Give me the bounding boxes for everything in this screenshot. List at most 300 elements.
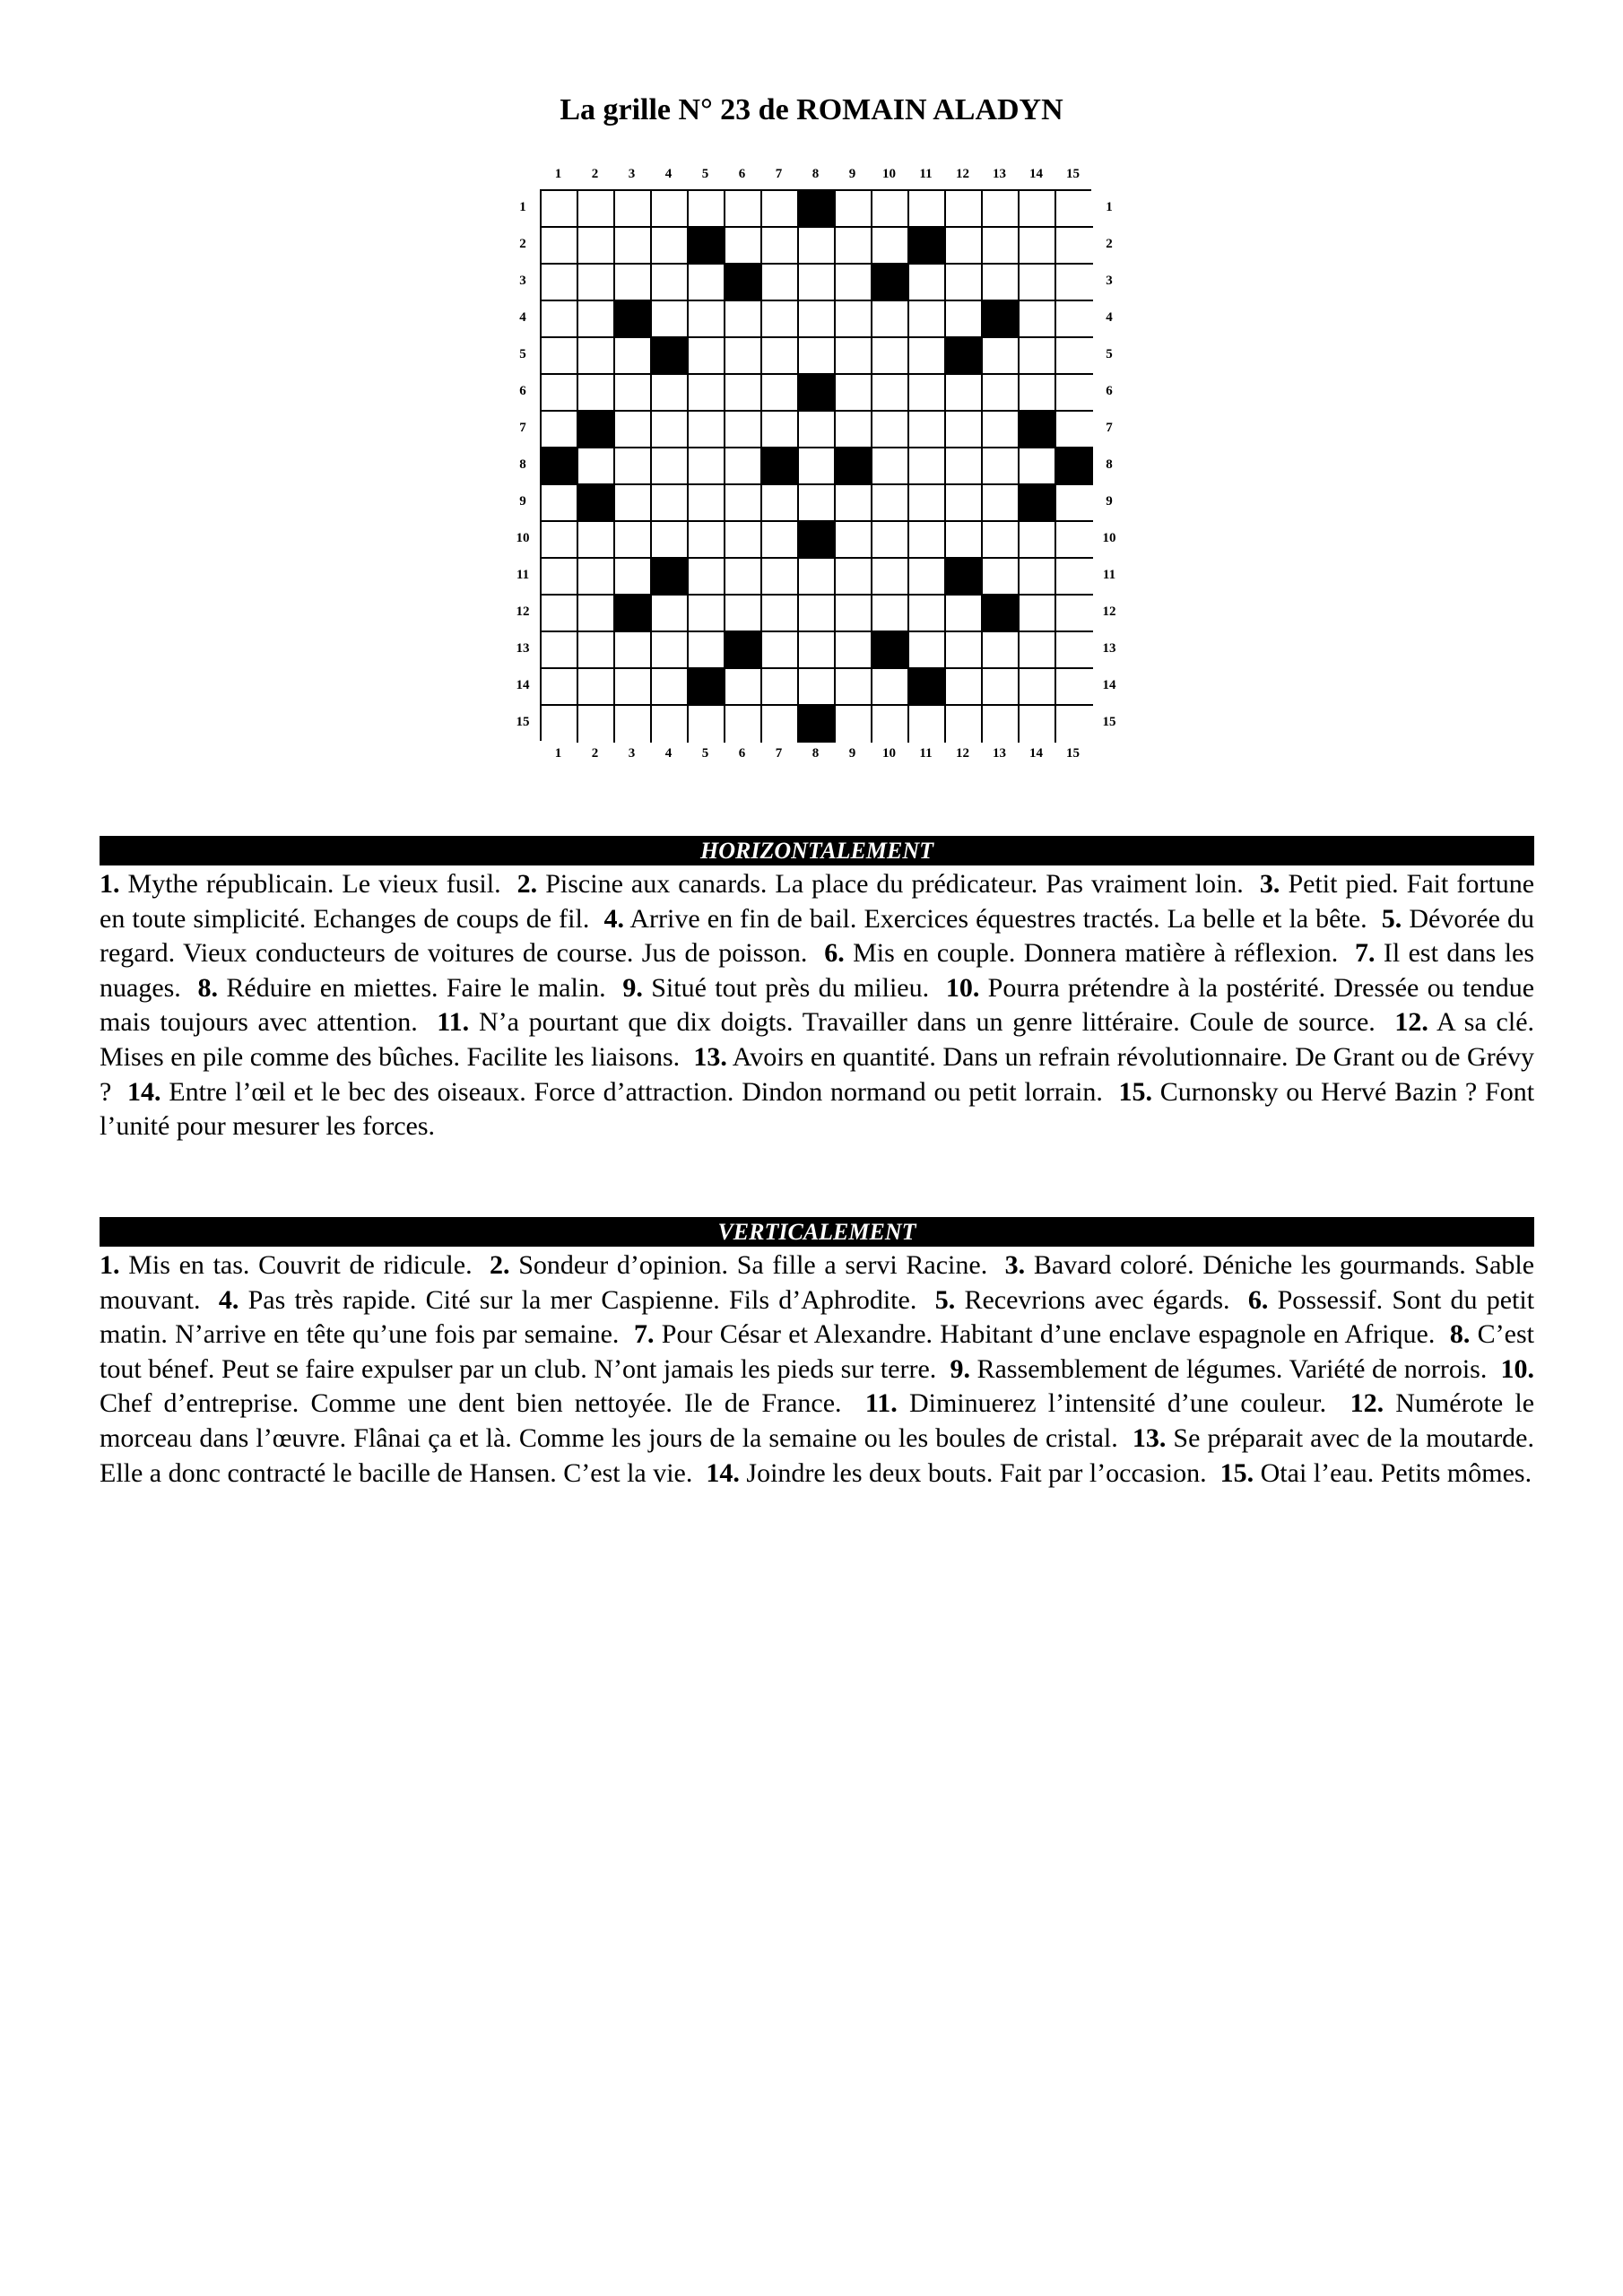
grid-cell[interactable] (725, 375, 762, 412)
grid-cell[interactable] (799, 338, 836, 375)
black-cell (983, 301, 1020, 338)
grid-cell[interactable] (983, 522, 1020, 559)
grid-cell[interactable] (983, 228, 1020, 265)
row-number: 10 (516, 531, 530, 545)
grid-cell[interactable] (725, 669, 762, 706)
clue-number: 3. (1004, 1250, 1026, 1280)
clue-text: Arrive en fin de bail. Exercices équestres tractés. La belle et la bête. (629, 903, 1367, 934)
grid-cell[interactable] (578, 191, 615, 228)
grid-cell[interactable] (762, 559, 799, 596)
clue (603, 904, 1367, 934)
grid-cell[interactable] (836, 669, 872, 706)
black-cell (836, 448, 872, 485)
row-number: 11 (1102, 568, 1116, 582)
black-cell (946, 559, 983, 596)
row-number: 12 (516, 604, 530, 619)
grid-cell[interactable] (689, 265, 725, 301)
grid-cell[interactable] (872, 559, 909, 596)
row-number: 14 (516, 678, 530, 692)
grid-cell[interactable] (836, 338, 872, 375)
grid-cell[interactable] (836, 412, 872, 448)
grid-cell[interactable] (872, 522, 909, 559)
grid-cell[interactable] (615, 522, 652, 559)
black-cell (1020, 412, 1056, 448)
grid-cell[interactable] (946, 596, 983, 632)
grid-cell[interactable] (1056, 191, 1093, 228)
black-cell (983, 596, 1020, 632)
grid-cell[interactable] (689, 485, 725, 522)
clue-text: Bavard coloré. Déniche les gourmands. Sable mouvant. (100, 1250, 1535, 1315)
grid-cell[interactable] (652, 375, 689, 412)
clue-text: Il est dans les nuages. (100, 938, 1535, 1003)
grid-cell[interactable] (799, 669, 836, 706)
grid-cell[interactable] (689, 522, 725, 559)
clue-number: 10. (945, 972, 980, 1003)
grid-cell[interactable] (689, 706, 725, 743)
column-number: 5 (701, 167, 709, 181)
grid-cell[interactable] (689, 448, 725, 485)
black-cell (615, 301, 652, 338)
grid-cell[interactable] (615, 338, 652, 375)
grid-cell[interactable] (946, 448, 983, 485)
grid-cell[interactable] (578, 522, 615, 559)
grid-cell[interactable] (578, 559, 615, 596)
row-number: 13 (516, 641, 530, 656)
grid-cell[interactable] (983, 412, 1020, 448)
grid-cell[interactable] (725, 485, 762, 522)
grid-cell[interactable] (1020, 632, 1056, 669)
column-number: 8 (812, 167, 820, 181)
clue-text: Rassemblement de légumes. Variété de norrois. (976, 1353, 1488, 1384)
grid-cell[interactable] (799, 632, 836, 669)
grid-cell[interactable] (872, 706, 909, 743)
grid-cell[interactable] (836, 228, 872, 265)
black-cell (542, 448, 578, 485)
grid-cell[interactable] (725, 301, 762, 338)
black-cell (1056, 448, 1093, 485)
grid-cell[interactable] (689, 596, 725, 632)
grid-cell[interactable] (762, 375, 799, 412)
grid-cell[interactable] (725, 412, 762, 448)
grid-cell[interactable] (909, 265, 946, 301)
grid-cell[interactable] (652, 191, 689, 228)
grid-cell[interactable] (836, 522, 872, 559)
clue-text: Réduire en miettes. Faire le malin. (226, 972, 606, 1003)
column-number: 3 (628, 746, 636, 761)
row-number: 3 (1106, 274, 1113, 288)
clue (622, 973, 929, 1003)
grid-cell[interactable] (1020, 596, 1056, 632)
row-number: 7 (519, 421, 526, 435)
grid-cell[interactable] (909, 301, 946, 338)
black-cell (652, 559, 689, 596)
grid-cell[interactable] (578, 596, 615, 632)
grid-cell[interactable] (799, 265, 836, 301)
clue-number: 11. (864, 1388, 898, 1419)
clue-number: 11. (437, 1007, 470, 1038)
column-number: 14 (1029, 167, 1043, 181)
grid-cell[interactable] (946, 301, 983, 338)
row-number: 5 (519, 347, 526, 361)
column-number: 2 (591, 746, 599, 761)
grid-cell[interactable] (689, 301, 725, 338)
clue-number: 1. (100, 869, 120, 899)
grid-cell[interactable] (909, 632, 946, 669)
clue-number: 4. (603, 903, 624, 934)
grid-cell[interactable] (872, 596, 909, 632)
grid-cell[interactable] (762, 228, 799, 265)
clue (824, 938, 1338, 968)
clue-text: Piscine aux canards. La place du prédicateur. Pas vraiment loin. (545, 869, 1244, 899)
grid-cell[interactable] (799, 448, 836, 485)
clue-text: N’a pourtant que dix doigts. Travailler dans un genre littéraire. Coule de source. (478, 1007, 1376, 1038)
grid-cell[interactable] (836, 485, 872, 522)
grid-cell[interactable] (542, 706, 578, 743)
black-cell (689, 228, 725, 265)
grid-cell[interactable] (1020, 669, 1056, 706)
column-number: 5 (701, 746, 709, 761)
black-cell (799, 191, 836, 228)
black-cell (1020, 485, 1056, 522)
grid-cell[interactable] (1020, 191, 1056, 228)
grid-cell[interactable] (983, 632, 1020, 669)
grid-cell[interactable] (578, 228, 615, 265)
row-number: 1 (1106, 200, 1113, 214)
grid-cell[interactable] (946, 706, 983, 743)
grid-cell[interactable] (652, 596, 689, 632)
grid-cell[interactable] (909, 448, 946, 485)
grid-cell[interactable] (836, 706, 872, 743)
grid-cell[interactable] (652, 706, 689, 743)
grid-cell[interactable] (836, 191, 872, 228)
grid-cell[interactable] (983, 559, 1020, 596)
grid-cell[interactable] (909, 191, 946, 228)
grid-cell[interactable] (1020, 375, 1056, 412)
grid-cell[interactable] (983, 669, 1020, 706)
grid-cell[interactable] (542, 522, 578, 559)
clue-text: Otai l’eau. Petits mômes. (1260, 1457, 1532, 1488)
clue (935, 1285, 1230, 1315)
clue-text: Avoirs en quantité. Dans un refrain révolutionnaire. De Grant ou de Grévy ? (100, 1041, 1535, 1107)
grid-cell[interactable] (542, 485, 578, 522)
clue-text: Numérote le morceau dans l’œuvre. Flânai ça et là. Comme les jours de la semaine ou les boules de cristal. (100, 1388, 1535, 1453)
grid-cell[interactable] (725, 522, 762, 559)
clue (100, 1250, 473, 1280)
grid-cell[interactable] (578, 375, 615, 412)
grid-cell[interactable] (652, 301, 689, 338)
grid-cell[interactable] (909, 375, 946, 412)
grid-cell[interactable] (615, 485, 652, 522)
row-number: 6 (519, 384, 526, 398)
grid-cell[interactable] (762, 522, 799, 559)
grid-cell[interactable] (652, 522, 689, 559)
grid-cell[interactable] (1056, 301, 1093, 338)
grid-cell[interactable] (1020, 228, 1056, 265)
grid-cell[interactable] (652, 632, 689, 669)
clue-number: 14. (706, 1457, 740, 1488)
clue-number: 6. (824, 938, 845, 969)
clue-text: Joindre les deux bouts. Fait par l’occasion. (746, 1457, 1207, 1488)
column-number: 15 (1066, 167, 1080, 181)
grid-cell[interactable] (872, 448, 909, 485)
clue (198, 973, 606, 1003)
grid-cell[interactable] (542, 596, 578, 632)
grid-cell[interactable] (689, 559, 725, 596)
grid-cell[interactable] (909, 706, 946, 743)
grid-cell[interactable] (872, 191, 909, 228)
grid-cell[interactable] (542, 412, 578, 448)
grid-cell[interactable] (909, 596, 946, 632)
grid-cell[interactable] (1020, 522, 1056, 559)
grid-cell[interactable] (909, 338, 946, 375)
black-cell (725, 632, 762, 669)
clue-text: Curnonsky ou Hervé Bazin ? Font l’unité pour mesurer les forces. (100, 1076, 1535, 1142)
grid-cell[interactable] (762, 412, 799, 448)
grid-cell[interactable] (1056, 706, 1093, 743)
grid-cell[interactable] (615, 632, 652, 669)
grid-cell[interactable] (615, 265, 652, 301)
clue-text: Dévorée du regard. Vieux conducteurs de voitures de course. Jus de poisson. (100, 903, 1535, 969)
clue-number: 8. (1449, 1319, 1471, 1350)
grid-cell[interactable] (615, 191, 652, 228)
column-numbers-bottom (540, 746, 1091, 761)
grid-cell[interactable] (542, 669, 578, 706)
grid-cell[interactable] (909, 485, 946, 522)
grid-cell[interactable] (872, 485, 909, 522)
column-number: 6 (738, 167, 746, 181)
column-number: 7 (775, 746, 783, 761)
grid-cell[interactable] (578, 301, 615, 338)
grid-cell[interactable] (872, 301, 909, 338)
grid-cell[interactable] (542, 228, 578, 265)
grid-cell[interactable] (799, 412, 836, 448)
grid-cell[interactable] (615, 559, 652, 596)
column-number: 12 (956, 746, 969, 761)
grid-cell[interactable] (652, 448, 689, 485)
grid-cell[interactable] (1056, 338, 1093, 375)
grid-cell[interactable] (542, 375, 578, 412)
grid-cell[interactable] (542, 338, 578, 375)
row-number: 2 (519, 237, 526, 251)
grid-cell[interactable] (836, 559, 872, 596)
black-cell (799, 375, 836, 412)
grid-cell[interactable] (1056, 375, 1093, 412)
grid-cell[interactable] (909, 412, 946, 448)
grid-cell[interactable] (762, 265, 799, 301)
clue (490, 1250, 987, 1280)
grid-cell[interactable] (983, 265, 1020, 301)
grid-cell[interactable] (799, 596, 836, 632)
grid-cell[interactable] (1056, 596, 1093, 632)
grid-cell[interactable] (615, 706, 652, 743)
grid-cell[interactable] (909, 559, 946, 596)
grid-cell[interactable] (578, 632, 615, 669)
grid-cell[interactable] (762, 191, 799, 228)
grid-cell[interactable] (799, 485, 836, 522)
grid-cell[interactable] (1020, 448, 1056, 485)
black-cell (615, 596, 652, 632)
black-cell (872, 632, 909, 669)
clue (950, 1354, 1487, 1384)
grid-cell[interactable] (983, 375, 1020, 412)
black-cell (762, 448, 799, 485)
grid-cell[interactable] (946, 228, 983, 265)
column-number: 11 (919, 746, 933, 761)
grid-cell[interactable] (872, 338, 909, 375)
grid-cell[interactable] (983, 706, 1020, 743)
grid-cell[interactable] (1020, 338, 1056, 375)
grid-cell[interactable] (615, 448, 652, 485)
grid-cell[interactable] (1056, 228, 1093, 265)
grid-cell[interactable] (799, 228, 836, 265)
grid-cell[interactable] (652, 228, 689, 265)
grid-cell[interactable] (946, 522, 983, 559)
grid-cell[interactable] (542, 559, 578, 596)
grid-cell[interactable] (799, 559, 836, 596)
grid-cell[interactable] (725, 559, 762, 596)
grid-cell[interactable] (689, 412, 725, 448)
grid-cell[interactable] (725, 706, 762, 743)
grid-cell[interactable] (1056, 559, 1093, 596)
clue (1220, 1458, 1532, 1488)
grid-cell[interactable] (689, 632, 725, 669)
grid-cell[interactable] (872, 375, 909, 412)
grid-cell[interactable] (872, 412, 909, 448)
row-number: 13 (1102, 641, 1116, 656)
column-number: 7 (775, 167, 783, 181)
grid-cell[interactable] (615, 412, 652, 448)
grid-cell[interactable] (725, 596, 762, 632)
grid-cell[interactable] (578, 706, 615, 743)
grid-cell[interactable] (762, 669, 799, 706)
grid-cell[interactable] (542, 265, 578, 301)
grid-cell[interactable] (615, 669, 652, 706)
grid-cell[interactable] (946, 632, 983, 669)
grid-cell[interactable] (946, 265, 983, 301)
column-number: 10 (882, 746, 896, 761)
black-cell (725, 265, 762, 301)
black-cell (909, 228, 946, 265)
grid-cell[interactable] (799, 301, 836, 338)
column-number: 9 (848, 167, 856, 181)
grid-cell[interactable] (652, 412, 689, 448)
row-number: 3 (519, 274, 526, 288)
grid-cell[interactable] (762, 596, 799, 632)
grid-cell[interactable] (542, 191, 578, 228)
grid-cell[interactable] (689, 375, 725, 412)
clue-number: 15. (1118, 1076, 1152, 1107)
grid-cell[interactable] (1056, 632, 1093, 669)
grid-cell[interactable] (652, 485, 689, 522)
grid-cell[interactable] (983, 191, 1020, 228)
grid-cell[interactable] (946, 412, 983, 448)
grid-cell[interactable] (983, 485, 1020, 522)
clue-text: Pour César et Alexandre. Habitant d’une enclave espagnole en Afrique. (661, 1319, 1436, 1350)
row-number: 9 (519, 494, 526, 509)
grid-cell[interactable] (1020, 706, 1056, 743)
grid-cell[interactable] (836, 301, 872, 338)
grid-cell[interactable] (836, 596, 872, 632)
black-cell (799, 706, 836, 743)
grid-cell[interactable] (689, 338, 725, 375)
grid-cell[interactable] (762, 706, 799, 743)
clue-text: Recevrions avec égards. (964, 1284, 1230, 1315)
row-number: 5 (1106, 347, 1113, 361)
grid-cell[interactable] (1056, 669, 1093, 706)
grid-cell[interactable] (946, 191, 983, 228)
grid-cell[interactable] (946, 669, 983, 706)
row-number: 6 (1106, 384, 1113, 398)
grid-cell[interactable] (909, 522, 946, 559)
grid-cell[interactable] (578, 669, 615, 706)
grid-cell[interactable] (762, 485, 799, 522)
column-number: 15 (1066, 746, 1080, 761)
grid-cell[interactable] (1056, 265, 1093, 301)
row-number: 2 (1106, 237, 1113, 251)
grid-cell[interactable] (542, 632, 578, 669)
grid-cell[interactable] (836, 632, 872, 669)
grid-cell[interactable] (542, 301, 578, 338)
grid-cell[interactable] (615, 375, 652, 412)
grid-cell[interactable] (725, 448, 762, 485)
grid-cell[interactable] (1020, 265, 1056, 301)
grid-cell[interactable] (872, 228, 909, 265)
column-number: 4 (664, 167, 673, 181)
clue-text: Chef d’entreprise. Comme une dent bien nettoyée. Ile de France. (100, 1388, 842, 1419)
clue-number: 8. (197, 972, 219, 1003)
grid-cell[interactable] (725, 338, 762, 375)
black-cell (652, 338, 689, 375)
grid-cell[interactable] (652, 265, 689, 301)
grid-cell[interactable] (1020, 301, 1056, 338)
grid-cell[interactable] (1056, 522, 1093, 559)
grid-cell[interactable] (762, 632, 799, 669)
grid-cell[interactable] (725, 191, 762, 228)
grid-cell[interactable] (578, 448, 615, 485)
grid-cell[interactable] (615, 228, 652, 265)
grid-cell[interactable] (946, 375, 983, 412)
grid-cell[interactable] (1056, 412, 1093, 448)
clue-text: Pourra prétendre à la postérité. Dressée ou tendue mais toujours avec attention. (100, 972, 1535, 1038)
clue-number: 4. (218, 1284, 239, 1315)
grid-cell[interactable] (762, 301, 799, 338)
grid-cell[interactable] (983, 448, 1020, 485)
grid-cell[interactable] (836, 375, 872, 412)
grid-cell[interactable] (1056, 485, 1093, 522)
row-numbers-right (1096, 189, 1123, 741)
grid-cell[interactable] (725, 228, 762, 265)
grid-cell[interactable] (762, 338, 799, 375)
grid-cell[interactable] (578, 338, 615, 375)
row-number: 7 (1106, 421, 1113, 435)
clue (517, 869, 1244, 899)
grid-cell[interactable] (872, 669, 909, 706)
row-number: 9 (1106, 494, 1113, 509)
grid-cell[interactable] (1020, 559, 1056, 596)
row-number: 4 (519, 310, 526, 325)
grid-cell[interactable] (983, 338, 1020, 375)
row-numbers-left (509, 189, 536, 741)
grid-cell[interactable] (652, 669, 689, 706)
grid-cell[interactable] (578, 265, 615, 301)
column-number: 9 (848, 746, 856, 761)
clue-number: 15. (1219, 1457, 1254, 1488)
clue-text: Se préparait avec de la moutarde. Elle a donc contracté le bacille de Hansen. C’est la vie. (100, 1422, 1534, 1488)
clue-number: 10. (1500, 1353, 1535, 1384)
grid-cell[interactable] (836, 265, 872, 301)
grid-cell[interactable] (689, 191, 725, 228)
grid-cell[interactable] (946, 485, 983, 522)
